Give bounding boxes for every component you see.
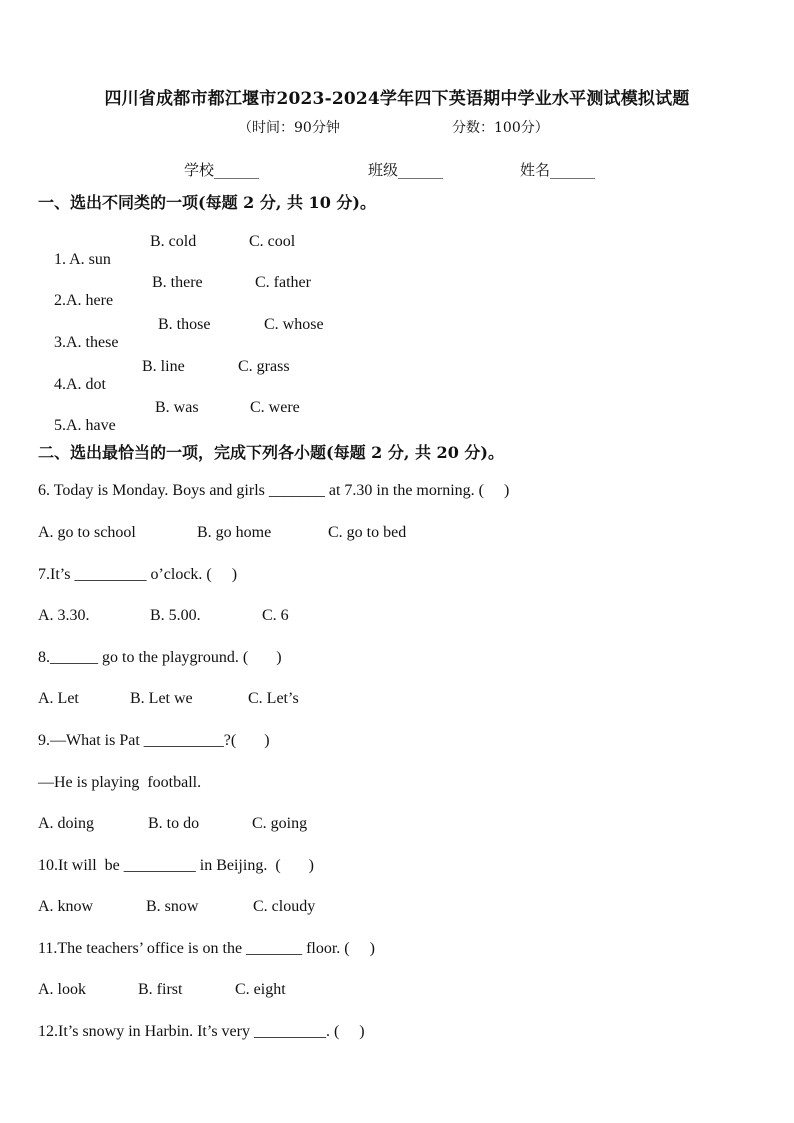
question-num-option-a: 3.A. these: [54, 334, 119, 351]
question-num-option-a: 1. A. sun: [54, 251, 111, 268]
question-num-option-a: 4.A. dot: [54, 376, 106, 393]
question-10-stem: 10.It will be _________ in Beijing. ( ): [38, 857, 314, 874]
option-a: A. look: [38, 981, 86, 998]
option-b: B. cold: [150, 233, 197, 250]
question-num-option-a: 2.A. here: [54, 292, 114, 309]
option-c: C. whose: [264, 316, 324, 333]
option-c: C. Let’s: [248, 690, 299, 707]
option-c: C. cool: [249, 233, 296, 250]
score-label: 分数：100分）: [452, 120, 549, 136]
page-title: 四川省成都市都江堰市2023-2024学年四下英语期中学业水平测试模拟试题: [104, 89, 690, 109]
class-field: 班级______: [368, 161, 444, 179]
option-a: A. go to school: [38, 524, 136, 541]
question-12-stem: 12.It’s snowy in Harbin. It’s very _________. ( ): [38, 1023, 365, 1040]
option-b: B. first: [138, 981, 183, 998]
option-a: A. Let: [38, 690, 79, 707]
option-a: A. doing: [38, 815, 94, 832]
option-b: B. there: [152, 274, 203, 291]
section-1-heading: 一、选出不同类的一项(每题 2 分, 共 10 分)。: [38, 193, 376, 212]
option-b: B. snow: [146, 898, 199, 915]
question-9-stem: 9.—What is Pat __________?( ): [38, 732, 270, 749]
name-field: 姓名______: [520, 161, 596, 179]
option-c: C. going: [252, 815, 308, 832]
option-b: B. go home: [197, 524, 272, 541]
option-b: B. 5.00.: [150, 607, 201, 624]
option-b: B. those: [158, 316, 211, 333]
option-a: A. 3.30.: [38, 607, 90, 624]
option-b: B. to do: [148, 815, 200, 832]
question-8-stem: 8.______ go to the playground. ( ): [38, 649, 282, 666]
option-a: A. know: [38, 898, 94, 915]
school-field: 学校______: [184, 161, 260, 179]
option-b: B. was: [155, 399, 199, 416]
option-c: C. eight: [235, 981, 286, 998]
section-2-heading: 二、选出最恰当的一项，完成下列各小题(每题 2 分, 共 20 分)。: [38, 443, 504, 462]
option-c: C. grass: [238, 358, 290, 375]
option-c: C. go to bed: [328, 524, 407, 541]
option-c: C. father: [255, 274, 311, 291]
time-label: （时间：90分钟: [238, 120, 340, 136]
option-b: B. Let we: [130, 690, 193, 707]
question-7-stem: 7.It’s _________ o’clock. ( ): [38, 566, 238, 583]
question-num-option-a: 5.A. have: [54, 417, 116, 434]
question-9-reply: —He is playing football.: [38, 774, 202, 791]
option-b: B. line: [142, 358, 185, 375]
question-6-stem: 6. Today is Monday. Boys and girls _______ at 7.30 in the morning. ( ): [38, 482, 510, 499]
option-c: C. were: [250, 399, 300, 416]
question-11-stem: 11.The teachers’ office is on the _______ floor. ( ): [38, 940, 375, 957]
option-c: C. 6: [262, 607, 289, 624]
option-c: C. cloudy: [253, 898, 316, 915]
